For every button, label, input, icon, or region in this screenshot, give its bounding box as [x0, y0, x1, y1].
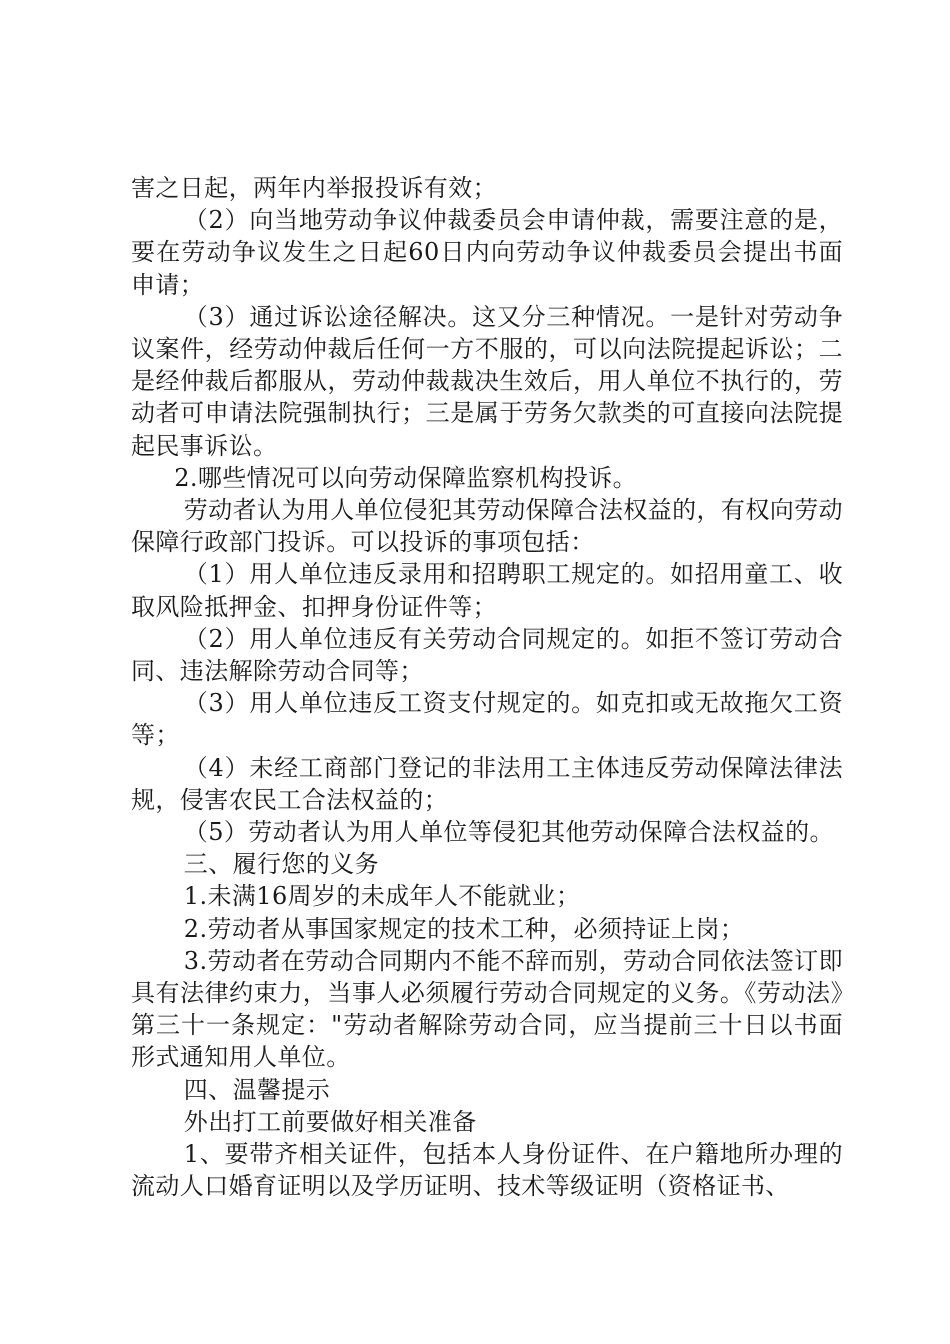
subheading-preparation: 外出打工前要做好相关准备 [183, 1107, 477, 1136]
list-item-illegal-employer: （4）未经工商部门登记的非法用工主体违反劳动保障法律法规，侵害农民工合法权益的； [131, 753, 843, 814]
section-heading-complaints: 2.哪些情况可以向劳动保障监察机构投诉。 [174, 463, 638, 492]
paragraph-continuation: 害之日起，两年内举报投诉有效； [131, 174, 497, 202]
document-body [131, 172, 843, 1203]
paragraph-litigation: （3）通过诉讼途径解决。这又分三种情况。一是针对劳动争议案件，经劳动仲裁后任何一方不服的，可以向法院提起诉讼；二是经仲裁后都服从，劳动仲裁裁决生效后，用人单位不执行的，劳动者可申请法院强制执行；三是属于劳务欠款类的可直接向法院提起民事诉讼。 [131, 302, 843, 460]
list-item-recruitment: （1）用人单位违反录用和招聘职工规定的。如招用童工、收取风险抵押金、扣押身份证件等； [131, 560, 843, 621]
list-item-wages: （3）用人单位违反工资支付规定的。如克扣或无故拖欠工资等； [131, 689, 843, 750]
paragraph-complaint-rights: 劳动者认为用人单位侵犯其劳动保障合法权益的，有权向劳动保障行政部门投诉。可以投诉的事项包括： [131, 496, 843, 557]
paragraph-arbitration: （2）向当地劳动争议仲裁委员会申请仲裁，需要注意的是，要在劳动争议发生之日起60日内向劳动争议仲裁委员会提出书面申请； [131, 206, 843, 299]
list-item-certification: 2.劳动者从事国家规定的技术工种，必须持证上岗； [183, 914, 745, 943]
section-heading-obligations: 三、履行您的义务 [183, 850, 379, 879]
list-item-documents: 1、要带齐相关证件，包括本人身份证件、在户籍地所办理的流动人口婚育证明以及学历证明、技术等级证明（资格证书、 [131, 1140, 843, 1201]
list-item-labor-contract: （2）用人单位违反有关劳动合同规定的。如拒不签订劳动合同、违法解除劳动合同等； [131, 624, 843, 686]
list-item-minors: 1.未满16周岁的未成年人不能就业； [183, 882, 581, 911]
list-item-other-rights: （5）劳动者认为用人单位等侵犯其他劳动保障合法权益的。 [183, 818, 834, 847]
section-heading-tips: 四、温馨提示 [183, 1075, 331, 1104]
list-item-contract-obligation: 3.劳动者在劳动合同期内不能不辞而别，劳动合同依法签订即具有法律约束力，当事人必须履行劳动合同规定的义务。《劳动法》第三十一条规定："劳动者解除劳动合同，应当提前三十日以书面形式通知用人单位。 [131, 946, 843, 1072]
